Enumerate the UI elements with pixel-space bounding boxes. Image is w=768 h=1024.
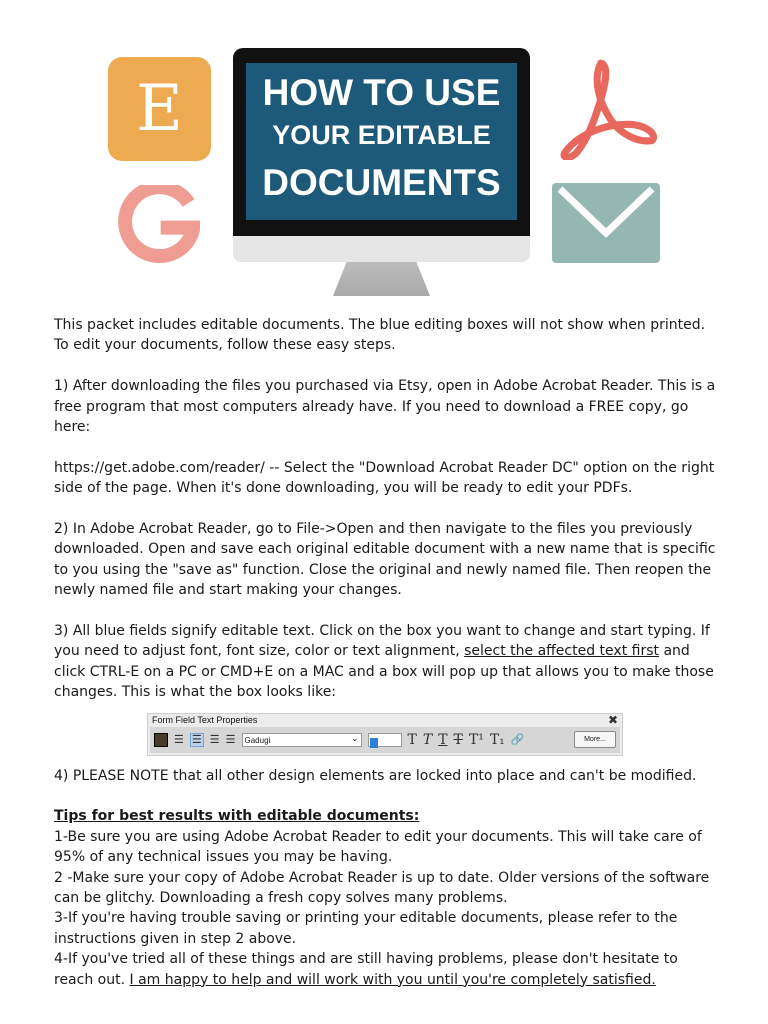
tips-heading: Tips for best results with editable documents: [54,808,420,825]
step-3-paragraph [54,621,716,703]
mail-icon [552,183,660,263]
align-left-icon: ☰ [174,733,184,746]
align-right-icon: ☰ [209,733,220,746]
step-4-paragraph: 4) PLEASE NOTE that all other design elements are locked into place and can't be modified. [54,767,697,784]
title-line-1: HOW TO USE [262,72,501,113]
tip-3: 3-If you're having trouble saving or printing your editable documents, please refer to the instructions given in step 2 above. [54,910,678,947]
intro-paragraph: This packet includes editable documents. The blue editing boxes will not show when printed. To edit your documents, follow these easy steps. [54,317,706,354]
justify-icon: ☰ [225,733,236,746]
monitor-chin [233,236,530,262]
subscript-icon: T₁ [489,731,505,748]
link-icon: 🔗 [510,733,525,746]
etsy-letter: E [136,72,183,146]
font-select: Gadugi ⌄ [242,733,362,747]
align-center-icon: ☰ [191,733,202,746]
strikethrough-icon: T [453,731,463,748]
step-3-text-continued: and click CTRL-E on a PC or CMD+E on a MAC and a box will pop up that allows you to make those changes. This is what the box looks like: [54,643,714,701]
download-link-paragraph: https://get.adobe.com/reader/ -- Select the "Download Acrobat Reader DC" option on the right side of the page. When it's done downloading, you will be ready to edit your PDFs. [54,459,715,497]
monitor-icon [233,48,530,296]
header-graphic [0,0,768,310]
text-color-swatch [154,733,168,747]
toolbar-title: Form Field Text Properties [152,714,258,725]
font-size-select [368,733,402,747]
step-2-paragraph: 2) In Adobe Acrobat Reader, go to File->Open and then navigate to the files you previously downloaded. Open and save each original editable document with a new name that is specific to you using the "save as" function. Close the original and newly named file. Then reopen the newly named file and start making your changes. [54,521,716,599]
form-field-text-properties-toolbar [147,713,623,756]
google-icon [118,185,200,267]
step-3-underlined: select the affected text first [464,643,659,660]
more-button: More... [574,731,616,748]
title-line-3: DOCUMENTS [262,162,501,203]
monitor-stand [333,262,430,296]
tip-1: 1-Be sure you are using Adobe Acrobat Reader to edit your documents. This will take care of 95% of any technical issues you may be having. [54,828,702,866]
bold-icon: T [407,731,417,748]
monitor-bezel [233,48,530,236]
step-3-text: 3) All blue fields signify editable text. Click on the box you want to change and start typing. If you need to adjust font, font size, color or text alignment, [54,623,710,660]
title-line-2: YOUR EDITABLE [272,120,491,150]
etsy-icon [108,57,211,161]
superscript-icon: T¹ [468,731,484,748]
tip-4-text: 4-If you've tried all of these things and are still having problems, please don't hesitate to reach out. [54,951,678,988]
tip-4-underlined: I am happy to help and will work with you until you're completely satisfied. [129,971,656,988]
italic-icon: T [422,731,433,748]
close-icon: ✖ [607,712,618,727]
adobe-acrobat-icon [556,56,658,160]
toolbar-controls [150,727,620,753]
underline-icon: T [438,731,448,748]
tip-2: 2 -Make sure your copy of Adobe Acrobat Reader is up to date. Older versions of the software can be glitchy. Downloading a fresh copy solves many problems. [54,869,710,907]
title-screen [246,63,517,220]
tip-4 [54,949,716,990]
instructions-body [54,315,716,990]
step-1-paragraph: 1) After downloading the files you purchased via Etsy, open in Adobe Acrobat Reader. This is a free program that most computers already have. If you need to download a FREE copy, go here: [54,378,716,436]
